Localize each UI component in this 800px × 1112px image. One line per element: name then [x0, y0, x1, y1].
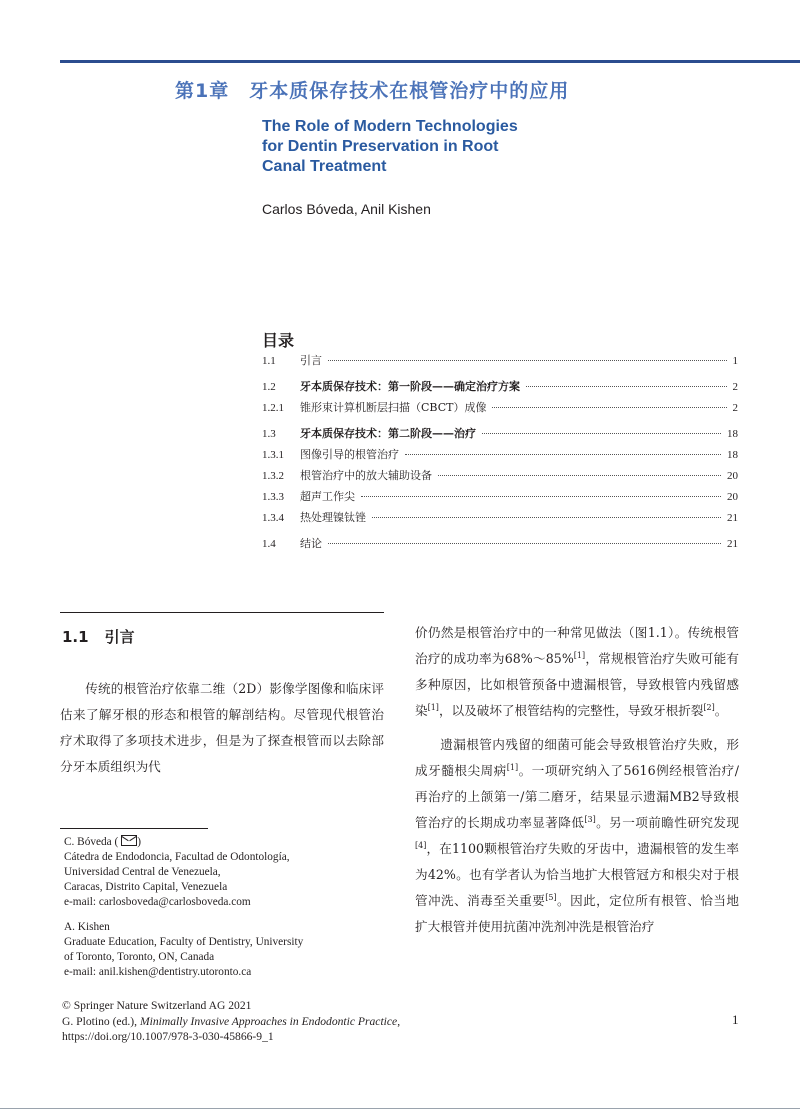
toc-entry-number: 1.1 [262, 355, 276, 367]
affiliation-name: C. Bóveda ( ) [64, 836, 142, 848]
section-rule [60, 612, 384, 613]
toc-entry[interactable] [262, 352, 738, 372]
toc-entry[interactable] [262, 535, 738, 555]
toc-leader-dots [526, 386, 727, 387]
page-number: 1 [732, 1012, 739, 1027]
book-title: Minimally Invasive Approaches in Endodontic Practice [139, 1014, 398, 1028]
chapter-title-en-line: The Role of Modern Technologies [262, 118, 518, 135]
toc-entry[interactable] [262, 488, 738, 508]
section-title: 引言 [104, 628, 135, 646]
toc-leader-dots [405, 454, 721, 455]
affiliation-email[interactable]: e-mail: anil.kishen@dentistry.utoronto.ca [64, 966, 252, 978]
body-column-right [415, 620, 739, 940]
toc-entry-page: 20 [727, 491, 738, 503]
affiliation-email[interactable]: e-mail: carlosboveda@carlosboveda.com [64, 896, 251, 908]
toc-entry-number: 1.2.1 [262, 402, 284, 414]
section-heading [62, 626, 135, 647]
chapter-title-en-line: for Dentin Preservation in Root [262, 138, 499, 155]
toc-entry-number: 1.3.1 [262, 449, 284, 461]
affiliation-line: Caracas, Distrito Capital, Venezuela [64, 881, 228, 893]
toc-leader-dots [328, 543, 721, 544]
toc-leader-dots [361, 496, 721, 497]
citation-ref[interactable]: [4] [415, 840, 427, 850]
toc-entry-page: 2 [732, 381, 738, 393]
section-number: 1.1 [62, 628, 89, 646]
author-affiliations [64, 835, 394, 980]
toc-entry-label: 根管治疗中的放大辅助设备 [300, 469, 432, 482]
citation-ref[interactable]: [1] [506, 762, 519, 772]
toc-entry-page: 21 [727, 538, 738, 550]
toc-entry-number: 1.4 [262, 538, 276, 550]
toc-leader-dots [492, 407, 726, 408]
toc-entry-number: 1.3.3 [262, 491, 284, 503]
citation-ref[interactable]: [1] [573, 650, 586, 660]
toc-entry[interactable] [262, 509, 738, 529]
toc-entry-label: 结论 [300, 537, 322, 550]
affiliation-name: A. Kishen [64, 921, 110, 933]
toc-entry-label: 热处理镍钛锉 [300, 511, 366, 524]
toc-leader-dots [438, 475, 721, 476]
toc-entry-label: 锥形束计算机断层扫描（CBCT）成像 [300, 401, 487, 414]
chapter-title-en-line: Canal Treatment [262, 158, 387, 175]
toc-entry-label: 牙本质保存技术：第一阶段——确定治疗方案 [300, 380, 520, 393]
citation-ref[interactable]: [3] [584, 814, 596, 824]
toc-entry[interactable] [262, 467, 738, 487]
chapter-title-en [262, 117, 518, 177]
top-rule [60, 60, 800, 63]
toc-entry-label: 超声工作尖 [300, 490, 355, 503]
body-paragraph-left: 传统的根管治疗依靠二维（2D）影像学图像和临床评估来了解牙根的形态和根管的解剖结构。尽管现代根管治疗术取得了多项技术进步，但是为了探查根管而以去除部分牙本质组织为代 [60, 681, 384, 774]
toc-entry-number: 1.3.4 [262, 512, 284, 524]
toc-entry-label: 引言 [300, 354, 322, 367]
toc-entry-number: 1.3 [262, 428, 276, 440]
toc-entry-number: 1.3.2 [262, 470, 284, 482]
affiliation-line: Universidad Central de Venezuela, [64, 866, 221, 878]
citation: G. Plotino (ed.), Minimally Invasive Approaches in Endodontic Practice, [62, 1014, 401, 1028]
chapter-title-cn: 第1章 牙本质保存技术在根管治疗中的应用 [175, 80, 570, 102]
toc-entry-label: 牙本质保存技术：第二阶段——治疗 [300, 427, 476, 440]
copyright: © Springer Nature Switzerland AG 2021 [62, 999, 252, 1012]
body-paragraph: 遗漏根管内残留的细菌可能会导致根管治疗失败，形成牙髓根尖周病[1]。一项研究纳入了5616例经根管治疗/再治疗的上颌第一/第二磨牙，结果显示遗漏MB2导致根管治疗的长期成功率显著降低[3]。另一项前瞻性研究发现[4]，在1100颗根管治疗失败的牙齿中，遗漏根管的发生率为42%。也有学者认为恰当地扩大根管冠方和根尖对于根管冲洗、消毒至关重要[5]。因此，定位所有根管、恰当地扩大根管并使用抗菌冲洗剂冲洗是根管治疗 [415, 737, 740, 934]
toc-entry-page: 21 [727, 512, 738, 524]
doi-link[interactable]: https://doi.org/10.1007/978-3-030-45866-9_1 [62, 1030, 274, 1043]
toc-entry[interactable] [262, 446, 738, 466]
authors: Carlos Bóveda, Anil Kishen [262, 201, 431, 217]
toc-leader-dots [482, 433, 721, 434]
toc-entry[interactable] [262, 399, 738, 419]
page-edge [0, 1108, 800, 1109]
toc-leader-dots [372, 517, 721, 518]
publication-info [62, 998, 482, 1045]
toc-entry-number: 1.2 [262, 381, 276, 393]
body-paragraph: 价仍然是根管治疗中的一种常见做法（图1.1）。传统根管治疗的成功率为68%～85%[1]，常规根管治疗失败可能有多种原因，比如根管预备中遗漏根管，导致根管内残留感染[1]，以及破坏了根管结构的完整性，导致牙根折裂[2]。 [415, 625, 740, 718]
citation-ref[interactable]: [1] [427, 702, 439, 712]
toc-entry-label: 图像引导的根管治疗 [300, 448, 399, 461]
toc-leader-dots [328, 360, 727, 361]
affiliation-line: Graduate Education, Faculty of Dentistry, University [64, 936, 304, 948]
toc-entry-page: 20 [727, 470, 738, 482]
affiliation-line: of Toronto, Toronto, ON, Canada [64, 951, 215, 963]
toc-heading: 目录 [262, 331, 295, 350]
toc-entry-page: 18 [727, 449, 738, 461]
toc-entry-page: 1 [732, 355, 738, 367]
citation-ref[interactable]: [2] [703, 702, 715, 712]
toc-entry[interactable] [262, 378, 738, 398]
footnote-rule [60, 828, 208, 829]
citation-ref[interactable]: [5] [545, 892, 557, 902]
toc-entry-page: 2 [732, 402, 738, 414]
toc-entry-page: 18 [727, 428, 738, 440]
envelope-icon [121, 835, 137, 846]
toc-entry[interactable] [262, 425, 738, 445]
affiliation-line: Cátedra de Endodoncia, Facultad de Odontología, [64, 851, 290, 863]
